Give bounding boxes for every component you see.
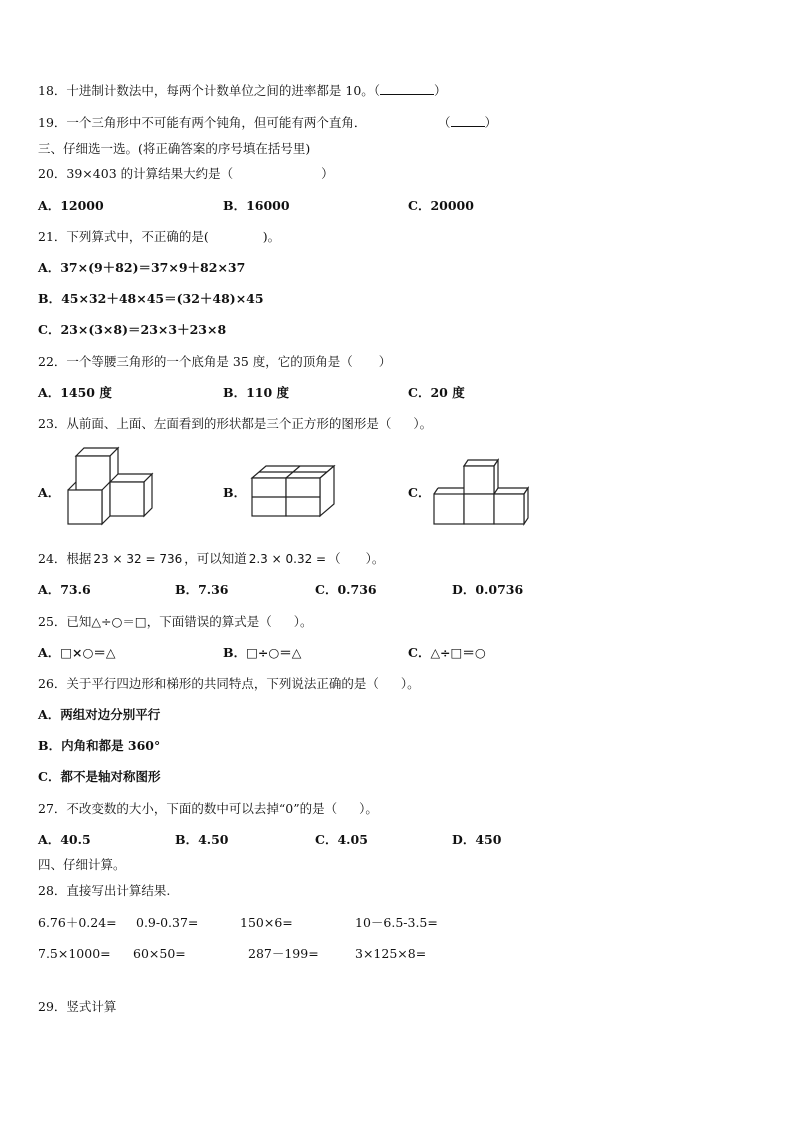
- q27-option-a[interactable]: A．40.5: [38, 832, 91, 847]
- q25-option-b[interactable]: B．□÷○＝△: [223, 645, 302, 660]
- q26-option-b[interactable]: B．内角和都是 360°: [38, 738, 161, 753]
- close-paren: )。: [262, 229, 281, 244]
- question-22: [38, 354, 391, 370]
- answer-blank[interactable]: [451, 115, 485, 127]
- formula-1: 23 × 32 = 736: [93, 552, 183, 566]
- question-24: [38, 551, 384, 567]
- question-23: [38, 416, 432, 432]
- formula-2: 2.3 × 0.32 =: [248, 552, 327, 566]
- question-29: 29．竖式计算: [38, 999, 117, 1014]
- close-paren: ）。: [293, 614, 313, 629]
- question-19-answer: [438, 115, 497, 131]
- q27-option-d[interactable]: D．450: [452, 832, 502, 847]
- q25-option-c[interactable]: C．△÷□＝○: [408, 645, 486, 660]
- calc-item: 7.5×1000=: [38, 946, 111, 961]
- q25-option-a[interactable]: A．□×○＝△: [38, 645, 116, 660]
- question-18: [38, 83, 447, 99]
- q22-option-c[interactable]: C．20 度: [408, 385, 465, 400]
- q24-option-b[interactable]: B．7.36: [175, 582, 229, 597]
- open-paren: （: [438, 115, 451, 130]
- q20-option-b[interactable]: B．16000: [223, 198, 290, 213]
- close-paren: ）: [321, 166, 334, 181]
- q24-option-d[interactable]: D．0.0736: [452, 582, 524, 597]
- question-20: [38, 166, 334, 182]
- q27-option-b[interactable]: B．4.50: [175, 832, 229, 847]
- calc-item: 6.76＋0.24=: [38, 915, 117, 930]
- calc-item: 150×6=: [240, 915, 293, 930]
- q23-option-c[interactable]: C．: [408, 485, 431, 500]
- close-paren: ）。: [400, 676, 420, 691]
- question-25: [38, 614, 312, 630]
- close-paren: ）。: [413, 416, 433, 431]
- question-26: [38, 676, 420, 692]
- cube-figure-c: [430, 456, 532, 528]
- q27-option-c[interactable]: C．4.05: [315, 832, 368, 847]
- question-28: 28．直接写出计算结果.: [38, 883, 171, 898]
- answer-blank[interactable]: [380, 83, 434, 95]
- question-21: [38, 229, 280, 245]
- question-20-text: 20．39×403 的计算结果大约是（: [38, 166, 234, 181]
- q24-option-a[interactable]: A．73.6: [38, 582, 91, 597]
- question-24-text: 24．根据: [38, 551, 92, 566]
- q26-option-a[interactable]: A．两组对边分别平行: [38, 707, 161, 722]
- question-22-text: 22．一个等腰三角形的一个底角是 35 度，它的顶角是（: [38, 354, 353, 369]
- q20-option-a[interactable]: A．12000: [38, 198, 104, 213]
- question-19: [38, 115, 366, 131]
- calc-item: 10－6.5-3.5=: [355, 915, 438, 930]
- calc-item: 60×50=: [133, 946, 186, 961]
- question-19-text: 19．一个三角形中不可能有两个钝角，但可能有两个直角．: [38, 115, 367, 130]
- q24-option-c[interactable]: C．0.736: [315, 582, 377, 597]
- question-23-text: 23．从前面、上面、左面看到的形状都是三个正方形的图形是（: [38, 416, 392, 431]
- q21-option-a[interactable]: A．37×(9＋82)＝37×9＋82×37: [38, 260, 246, 275]
- question-24-mid: ，可以知道: [184, 551, 247, 566]
- question-21-text: 21．下列算式中，不正确的是(: [38, 229, 209, 244]
- calc-item: 0.9-0.37=: [136, 915, 199, 930]
- cube-figure-b: [246, 462, 340, 524]
- q26-option-c[interactable]: C．都不是轴对称图形: [38, 769, 161, 784]
- section-4-heading: 四、仔细计算。: [38, 857, 126, 872]
- q21-option-c[interactable]: C．23×(3×8)＝23×3＋23×8: [38, 322, 227, 337]
- q21-option-b[interactable]: B．45×32＋48×45＝(32＋48)×45: [38, 291, 264, 306]
- question-27-text: 27．不改变数的大小，下面的数中可以去掉“0”的是（: [38, 801, 338, 816]
- cube-figure-a: [62, 446, 158, 538]
- close-paren: ）: [378, 354, 392, 369]
- calc-item: 287－199=: [248, 946, 319, 961]
- question-18-text: 18．十进制计数法中，每两个计数单位之间的进率都是 10。（: [38, 83, 381, 98]
- question-27: [38, 801, 378, 817]
- calc-item: 3×125×8=: [355, 946, 427, 961]
- section-3-heading: 三、仔细选一选。(将正确答案的序号填在括号里): [38, 141, 311, 156]
- close-paren: ）。: [359, 801, 378, 816]
- answer-space[interactable]: （ ）。: [328, 551, 385, 566]
- q22-option-b[interactable]: B．110 度: [223, 385, 290, 400]
- close-paren: ）: [484, 115, 498, 130]
- q23-option-a[interactable]: A．: [38, 485, 61, 500]
- close-paren: ）: [434, 83, 447, 98]
- q20-option-c[interactable]: C．20000: [408, 198, 474, 213]
- question-25-text: 25．已知△÷○＝□，下面错误的算式是（: [38, 614, 272, 629]
- question-26-text: 26．关于平行四边形和梯形的共同特点，下列说法正确的是（: [38, 676, 379, 691]
- q22-option-a[interactable]: A．1450 度: [38, 385, 112, 400]
- q23-option-b[interactable]: B．: [223, 485, 247, 500]
